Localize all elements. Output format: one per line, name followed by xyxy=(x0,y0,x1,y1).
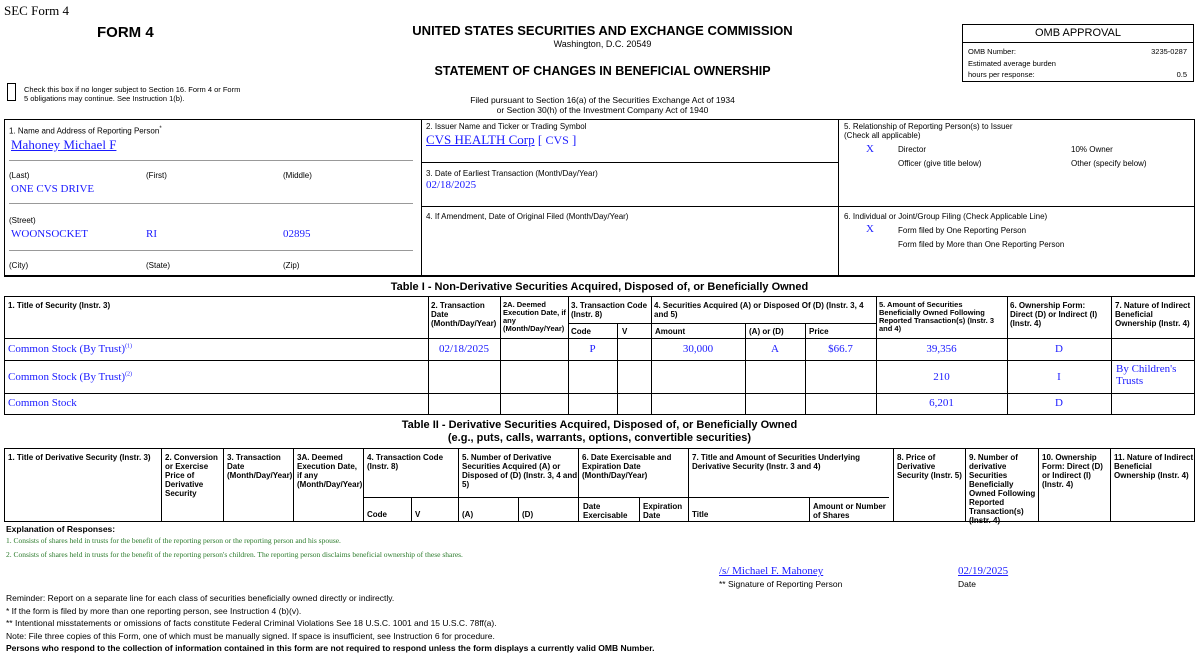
t2-sub-code: Code xyxy=(367,510,387,519)
issuer-name-row: CVS HEALTH Corp [ CVS ] xyxy=(426,132,577,147)
first-label: (First) xyxy=(146,171,167,180)
t2-header-3: 3. Transaction Date (Month/Day/Year) xyxy=(227,453,293,480)
amendment-label: 4. If Amendment, Date of Original Filed (Month/Day/Year) xyxy=(426,212,629,221)
director-mark: X xyxy=(866,143,874,155)
signature-date-label: Date xyxy=(958,579,976,589)
t1-sub-amount: Amount xyxy=(655,327,686,336)
filed-pursuant: Filed pursuant to Section 16(a) of the Securities Exchange Act of 1934 or Section 30(h) of the Investment Company Act of 1940 xyxy=(470,95,735,115)
t2-sub-v: V xyxy=(415,510,421,519)
reminder-2: * If the form is filed by more than one reporting person, see Instruction 4 (b)(v). xyxy=(6,605,302,616)
t2-header-10: 10. Ownership Form: Direct (D) or Indirect (I) (Instr. 4) xyxy=(1042,453,1103,489)
t2-header-4: 4. Transaction Code (Instr. 8) xyxy=(367,453,444,471)
officer-label: Officer (give title below) xyxy=(898,159,982,168)
t1-row2-title: Common Stock (By Trust)$^{(2)}$ xyxy=(8,371,133,383)
t1-sub-code: Code xyxy=(571,327,591,336)
t2-header-1: 1. Title of Derivative Security (Instr. 3) xyxy=(8,453,151,462)
t2-header-11: 11. Nature of Indirect Beneficial Ownership (Instr. 4) xyxy=(1114,453,1194,480)
table1-title: Table I - Non-Derivative Securities Acquired, Disposed of, or Beneficially Owned xyxy=(390,281,809,293)
t1-sub-price: Price xyxy=(809,327,829,336)
reminder-4: Note: File three copies of this Form, one of which must be manually signed. If space is insufficient, see Instruction 6 for procedure. xyxy=(6,630,495,641)
filing-more-label: Form filed by More than One Reporting Person xyxy=(898,240,1065,249)
final-notice: Persons who respond to the collection of information contained in this form are not required to respond unless the form displays a currently valid OMB Number. xyxy=(6,643,655,653)
t2-sub-a: (A) xyxy=(462,510,474,519)
omb-title: OMB APPROVAL xyxy=(963,25,1193,43)
t2-header-9: 9. Number of derivative Securities Beneficially Owned Following Reported Transaction(s) (Instr. 4) xyxy=(969,453,1036,525)
t2-sub-exercisable: Date Exercisable xyxy=(583,502,628,520)
t1-header-code: 3. Transaction Code (Instr. 8) xyxy=(571,301,648,319)
t1-row1-date: 02/18/2025 xyxy=(438,343,490,355)
t1-sub-a-or-d: (A) or (D) xyxy=(749,327,784,336)
omb-number-value: 3235-0287 xyxy=(1151,47,1187,56)
omb-burden-label: Estimated average burden xyxy=(968,59,1056,68)
omb-number-label: OMB Number: xyxy=(968,47,1016,56)
agency-city: Washington, D.C. 20549 xyxy=(553,39,652,49)
city-label: (City) xyxy=(9,261,29,270)
t2-header-8: 8. Price of Derivative Security (Instr. 5) xyxy=(897,453,962,480)
issuer-label: 2. Issuer Name and Ticker or Trading Symbol xyxy=(426,122,587,131)
t1-header-nature: 7. Nature of Indirect Beneficial Ownership (Instr. 4) xyxy=(1115,301,1191,328)
t2-header-7: 7. Title and Amount of Securities Underlying Derivative Security (Instr. 3 and 4) xyxy=(692,453,861,471)
t1-row1-price: $66.7 xyxy=(828,343,853,355)
city-value: WOONSOCKET xyxy=(11,228,88,240)
signature-label: ** Signature of Reporting Person xyxy=(719,579,843,589)
t1-row3-title: Common Stock xyxy=(8,397,77,409)
t2-sub-d: (D) xyxy=(522,510,534,519)
reporting-person-name-link[interactable]: Mahoney Michael F xyxy=(11,137,117,152)
section16-checkbox[interactable] xyxy=(7,83,16,101)
address-line: ONE CVS DRIVE xyxy=(11,183,95,195)
t2-header-5: 5. Number of Derivative Securities Acquired (A) or Disposed of (D) (Instr. 3, 4 and 5) xyxy=(462,453,578,489)
t1-row2-form: I xyxy=(1057,371,1061,383)
filing-mark: X xyxy=(866,223,874,235)
t2-header-2: 2. Conversion or Exercise Price of Derivative Security xyxy=(165,453,218,498)
page-label: SEC Form 4 xyxy=(4,3,70,18)
reminders xyxy=(6,592,654,655)
t1-row2-owned: 210 xyxy=(933,371,950,383)
footnote-1: 1. Consists of shares held in trusts for the benefit of the reporting person or the reporting person and his spouse. xyxy=(6,536,341,545)
omb-hours-label: hours per response: xyxy=(968,70,1035,79)
director-label: Director xyxy=(898,145,927,154)
t1-row1-a-or-d: A xyxy=(771,343,779,355)
filing-one-label: Form filed by One Reporting Person xyxy=(898,226,1027,235)
t1-header-ownership-form: 6. Ownership Form: Direct (D) or Indirect (I) (Instr. 4) xyxy=(1010,301,1098,328)
t1-row3-owned: 6,201 xyxy=(929,397,954,409)
t1-row3-form: D xyxy=(1055,397,1063,409)
signature-date: 02/19/2025 xyxy=(958,565,1009,577)
form-title: FORM 4 xyxy=(97,24,154,41)
reminder-3: ** Intentional misstatements or omissions of facts constitute Federal Criminal Violations See 18 U.S.C. 1001 and 15 U.S.C. 78ff(a). xyxy=(6,618,497,628)
reminder-1: Reminder: Report on a separate line for each class of securities beneficially owned directly or indirectly. xyxy=(6,593,395,603)
t2-sub-expiration: Expiration Date xyxy=(643,502,683,520)
reporting-person-label: 1. Name and Address of Reporting Person* xyxy=(9,126,162,136)
explanation-title: Explanation of Responses: xyxy=(6,524,116,534)
relationship-label: 5. Relationship of Reporting Person(s) to Issuer (Check all applicable) xyxy=(844,122,1013,140)
agency-name: UNITED STATES SECURITIES AND EXCHANGE COMMISSION xyxy=(412,23,793,38)
street-label: (Street) xyxy=(9,216,36,225)
footnote-2: 2. Consists of shares held in trusts for the benefit of the reporting person's children. The reporting person disclaims beneficial ownership of these shares. xyxy=(6,550,463,559)
t1-header-amount-owned: 5. Amount of Securities Beneficially Owned Following Reported Transaction(s) (Instr. 3 and 4) xyxy=(879,300,995,333)
t2-header-6: 6. Date Exercisable and Expiration Date (Month/Day/Year) xyxy=(582,453,672,480)
earliest-tx-value: 02/18/2025 xyxy=(426,179,477,191)
issuer-ticker-link[interactable]: CVS xyxy=(545,133,569,147)
t1-row1-code: P xyxy=(589,343,596,355)
earliest-tx-label: 3. Date of Earliest Transaction (Month/Day/Year) xyxy=(426,169,598,178)
filing-label: 6. Individual or Joint/Group Filing (Check Applicable Line) xyxy=(844,212,1048,221)
state-label: (State) xyxy=(146,261,171,270)
t1-row1-title: Common Stock (By Trust)$^{(1)}$ xyxy=(8,343,133,355)
omb-approval-box xyxy=(962,24,1194,82)
signature-name: /s/ Michael F. Mahoney xyxy=(719,565,824,577)
zip-label: (Zip) xyxy=(283,261,300,270)
t1-header-title: 1. Title of Security (Instr. 3) xyxy=(8,301,111,310)
last-label: (Last) xyxy=(9,171,30,180)
t1-row1-owned: 39,356 xyxy=(926,343,957,355)
ten-pct-owner-label: 10% Owner xyxy=(1071,145,1113,154)
statement-title: STATEMENT OF CHANGES IN BENEFICIAL OWNERSHIP xyxy=(434,64,771,78)
t1-header-deemed: 2A. Deemed Execution Date, if any (Month/Day/Year) xyxy=(503,300,566,333)
middle-label: (Middle) xyxy=(283,171,312,180)
omb-burden-value: 0.5 xyxy=(1176,70,1187,79)
t1-row1-form: D xyxy=(1055,343,1063,355)
table2-title: Table II - Derivative Securities Acquired, Disposed of, or Beneficially Owned (e.g., puts, calls, warrants, options, convertible securities) xyxy=(401,419,798,444)
t1-row2-nature: By Children's Trusts xyxy=(1116,363,1177,387)
t1-header-acquired: 4. Securities Acquired (A) or Disposed Of (D) (Instr. 3, 4 and 5) xyxy=(654,301,864,319)
t2-sub-amount: Amount or Number of Shares xyxy=(813,502,886,520)
zip-value: 02895 xyxy=(283,228,311,240)
t2-sub-title: Title xyxy=(692,510,709,519)
top-section-border xyxy=(4,119,1195,120)
other-label: Other (specify below) xyxy=(1071,159,1147,168)
issuer-name-link[interactable]: CVS HEALTH Corp xyxy=(426,132,535,147)
t2-header-3a: 3A. Deemed Execution Date, if any (Month/Day/Year) xyxy=(297,453,363,489)
checkbox-note: Check this box if no longer subject to Section 16. Form 4 or Form 5 obligations may continue. See Instruction 1(b). xyxy=(24,85,241,103)
t1-row1-amount: 30,000 xyxy=(682,343,714,355)
t1-header-date: 2. Transaction Date (Month/Day/Year) xyxy=(431,301,497,328)
t1-sub-v: V xyxy=(622,327,628,336)
state-value: RI xyxy=(146,228,157,240)
